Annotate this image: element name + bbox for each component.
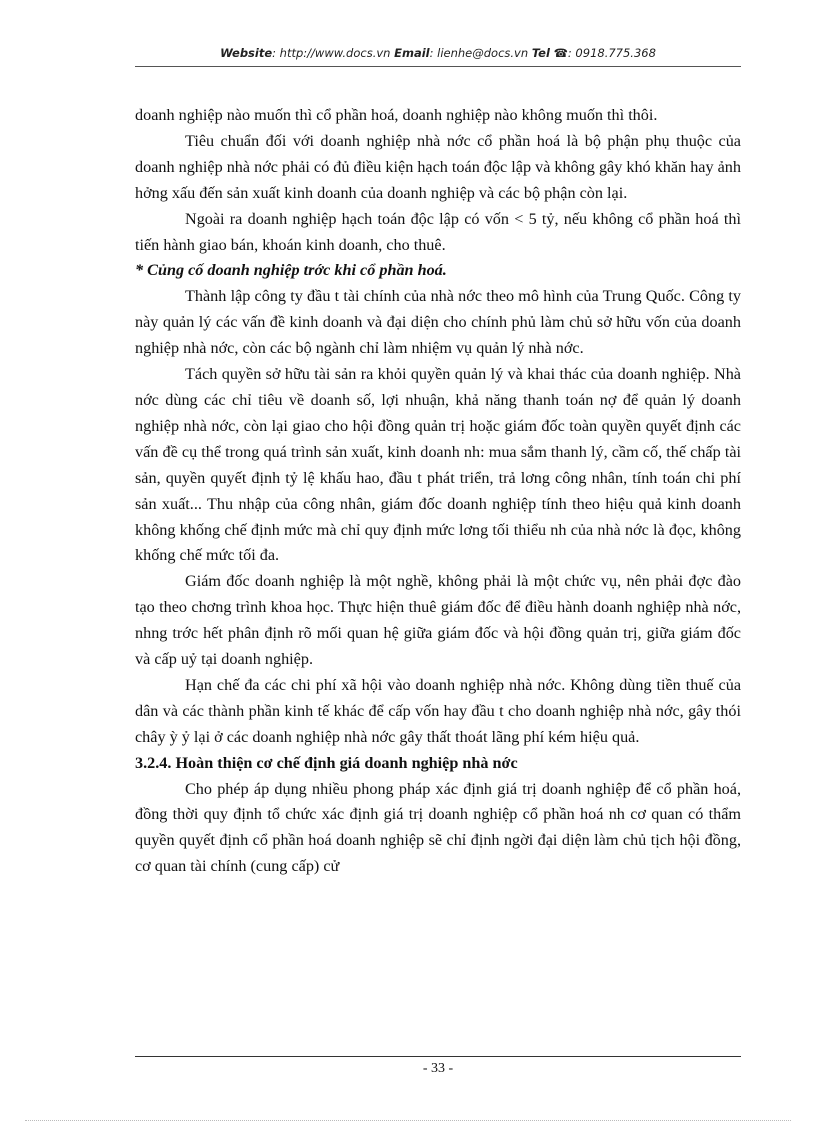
section-heading: * Củng cố doanh nghiệp trớc khi cổ phần hoá. <box>135 261 447 280</box>
phone-icon: ☎ <box>553 46 568 60</box>
paragraph-continuation: doanh nghiệp nào muốn thì cổ phần hoá, doanh nghiệp nào không muốn thì thôi. <box>135 106 658 124</box>
document-body <box>135 103 741 880</box>
paragraph: Thành lập công ty đầu t tài chính của nhà nớc theo mô hình của Trung Quốc. Công ty này quản lý các vấn đề kinh doanh và đại diện cho chính phủ làm chủ sở hữu vốn của doanh nghiệp nhà nớc, còn các bộ ngành chỉ làm nhiệm vụ quản lý nhà nớc. <box>135 287 741 358</box>
subsection-heading: 3.2.4. Hoàn thiện cơ chế định giá doanh nghiệp nhà nớc <box>135 753 518 772</box>
paragraph: Ngoài ra doanh nghiệp hạch toán độc lập có vốn < 5 tỷ, nếu không cổ phần hoá thì tiến hành giao bán, khoán kinh doanh, cho thuê. <box>135 209 741 254</box>
website-url[interactable]: : http://www.docs.vn <box>272 46 391 60</box>
website-label: Website <box>220 46 273 60</box>
email-label: Email <box>394 46 430 60</box>
email-value[interactable]: : lienhe@docs.vn <box>429 46 529 60</box>
page-number: - 33 - <box>422 1061 454 1076</box>
header-divider <box>135 66 741 67</box>
paragraph: Tách quyền sở hữu tài sản ra khỏi quyền quản lý và khai thác của doanh nghiệp. Nhà nớc dùng các chỉ tiêu về doanh số, lợi nhuận, khả năng thanh toán nợ để quản lý doanh nghiệp nhà nớc, còn lại giao cho hội đồng quản trị hoặc giám đốc toàn quyền quyết định các vấn đề cụ thể trong quá trình sản xuất, kinh doanh nh: mua sắm thanh lý, cầm cố, thế chấp tài sản, quyền quyết định tỷ lệ khấu hao, đầu t phát triển, trả lơng công nhân, tính toán chi phí sản xuất... Thu nhập của công nhân, giám đốc doanh nghiệp tính theo hiệu quả kinh doanh không khống chế định mức mà chỉ quy định mức lơng tối thiểu nh của nhà nớc là đọc, không khống chế mức tối đa. <box>135 365 741 565</box>
paragraph: Tiêu chuẩn đối với doanh nghiệp nhà nớc cổ phần hoá là bộ phận phụ thuộc của doanh nghiệp nhà nớc phải có đủ điều kiện hạch toán độc lập và không gây khó khăn hay ảnh hởng xấu đến sản xuất kinh doanh của doanh nghiệp và các bộ phận còn lại. <box>135 131 741 202</box>
paragraph: Cho phép áp dụng nhiều phong pháp xác định giá trị doanh nghiệp để cổ phần hoá, đồng thời quy định tổ chức xác định giá trị doanh nghiệp cổ phần hoá nh cơ quan có thẩm quyền quyết định cổ phần hoá doanh nghiệp sẽ chỉ định ngời đại diện làm chủ tịch hội đồng, cơ quan tài chính (cung cấp) cử <box>135 779 741 876</box>
paragraph: Giám đốc doanh nghiệp là một nghề, không phải là một chức vụ, nên phải đợc đào tạo theo chơng trình khoa học. Thực hiện thuê giám đốc để điều hành doanh nghiệp nhà nớc, nhng trớc hết phân định rõ mối quan hệ giữa giám đốc và hội đồng quản trị, giữa giám đốc và cấp uỷ tại doanh nghiệp. <box>135 572 741 669</box>
tel-label: Tel <box>531 46 550 60</box>
page-header <box>135 46 741 60</box>
tel-value: : 0918.775.368 <box>567 46 656 60</box>
footer-divider <box>135 1056 741 1057</box>
paragraph: Hạn chế đa các chi phí xã hội vào doanh nghiệp nhà nớc. Không dùng tiền thuế của dân và các thành phần kinh tế khác để cấp vốn hay đầu t cho doanh nghiệp nhà nớc, gây thói chây ỳ ỷ lại ở các doanh nghiệp nhà nớc gây thất thoát lãng phí kém hiệu quả. <box>135 675 741 746</box>
page-edge-dots <box>25 1120 791 1121</box>
